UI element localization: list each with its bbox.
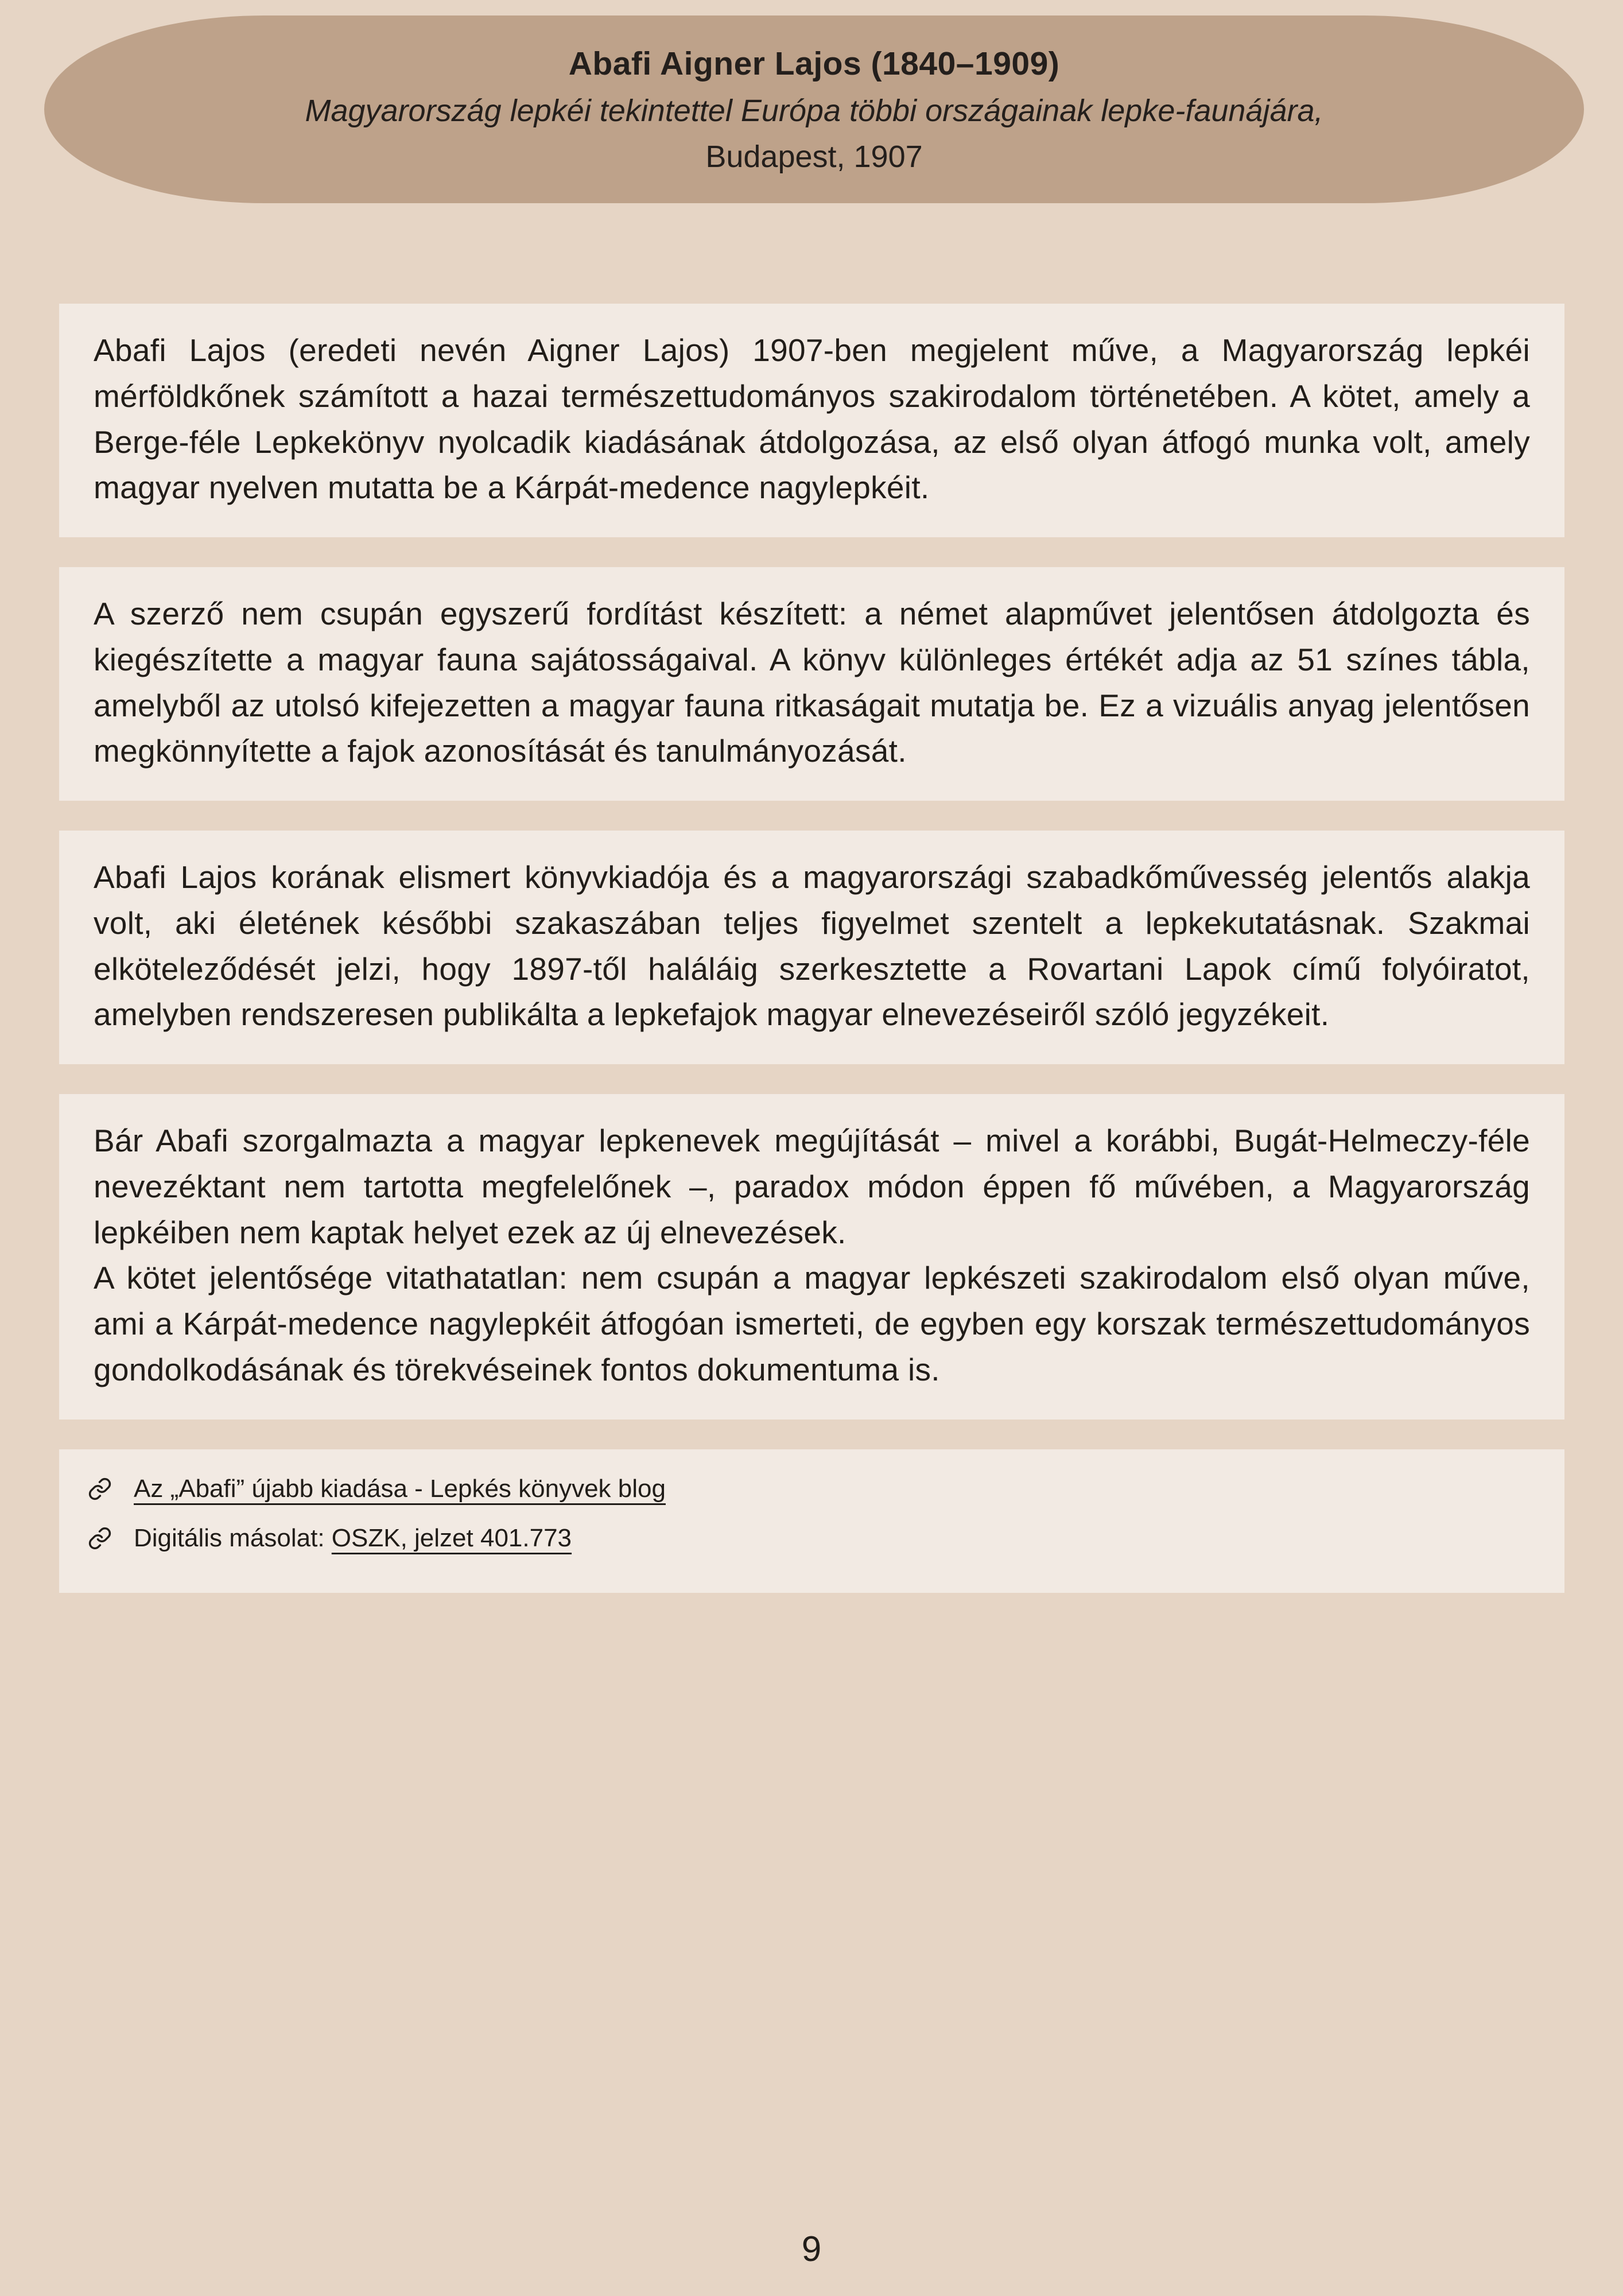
paragraph-block-2 (59, 567, 1564, 801)
paragraph-block-1 (59, 304, 1564, 537)
paragraph: A szerző nem csupán egyszerű fordítást készített: a német alapművet jelentősen átdolgozta és kiegészítette a magyar fauna sajátosságaival. A könyv különleges értékét adja az 51 színes tábla, amelyből az utolsó kifejezetten a magyar fauna ritkaságait mutatja be. Ez a vizuális anyag jelentősen megkönnyítette a fajok azonosítását és tanulmányozását. (94, 596, 1530, 769)
link-text (134, 1524, 572, 1553)
link-text (134, 1475, 666, 1503)
header-bubble (44, 15, 1584, 203)
link-icon (88, 1526, 112, 1550)
link-icon (88, 1477, 112, 1501)
publication-info: Budapest, 1907 (705, 139, 923, 174)
oszk-link[interactable]: OSZK, jelzet 401.773 (331, 1523, 572, 1552)
paragraph: A kötet jelentősége vitathatatlan: nem csupán a magyar lepkészeti szakirodalom első olyan műve, ami a Kárpát-medence nagylepkéit átfogóan ismerteti, de egyben egy korszak természettudományos gondolkodásának és törekvéseinek fontos dokumentuma is. (94, 1260, 1530, 1387)
paragraph: Bár Abafi szorgalmazta a magyar lepkenevek megújítását – mivel a korábbi, Bugát-Helmeczy-féle nevezéktant nem tartotta megfelelőnek –, paradox módon éppen fő művében, a Magyarország lepkéiben nem kaptak helyet ezek az új elnevezések. (94, 1123, 1530, 1250)
link-prefix: Digitális másolat: (134, 1523, 332, 1552)
link-item (88, 1475, 1530, 1503)
paragraph-block-4 (59, 1094, 1564, 1420)
paragraph: Abafi Lajos korának elismert könyvkiadója és a magyarországi szabadkőművesség jelentős alakja volt, aki életének későbbi szakaszában teljes figyelmet szentelt a lepkekutatásnak. Szakmai elköteleződését jelzi, hogy 1897-től haláláig szerkesztette a Rovartani Lapok című folyóiratot, amelyben rendszeresen publikálta a lepkefajok magyar elnevezéseiről szóló jegyzékeit. (94, 859, 1530, 1033)
page-title: Abafi Aigner Lajos (1840–1909) (568, 45, 1060, 82)
work-title: Magyarország lepkéi tekintettel Európa többi országainak lepke-faunájára, (305, 93, 1323, 128)
page-number: 9 (801, 2229, 822, 2269)
blog-link[interactable]: Az „Abafi” újabb kiadása - Lepkés könyvek blog (134, 1474, 666, 1503)
links-block (59, 1449, 1564, 1593)
content-area (59, 304, 1564, 1593)
link-item (88, 1524, 1530, 1553)
paragraph-block-3 (59, 831, 1564, 1064)
paragraph: Abafi Lajos (eredeti nevén Aigner Lajos) 1907-ben megjelent műve, a Magyarország lepkéi mérföldkőnek számított a hazai természettudományos szakirodalom történetében. A kötet, amely a Berge-féle Lepkekönyv nyolcadik kiadásának átdolgozása, az első olyan átfogó munka volt, amely magyar nyelven mutatta be a Kárpát-medence nagylepkéit. (94, 332, 1530, 506)
